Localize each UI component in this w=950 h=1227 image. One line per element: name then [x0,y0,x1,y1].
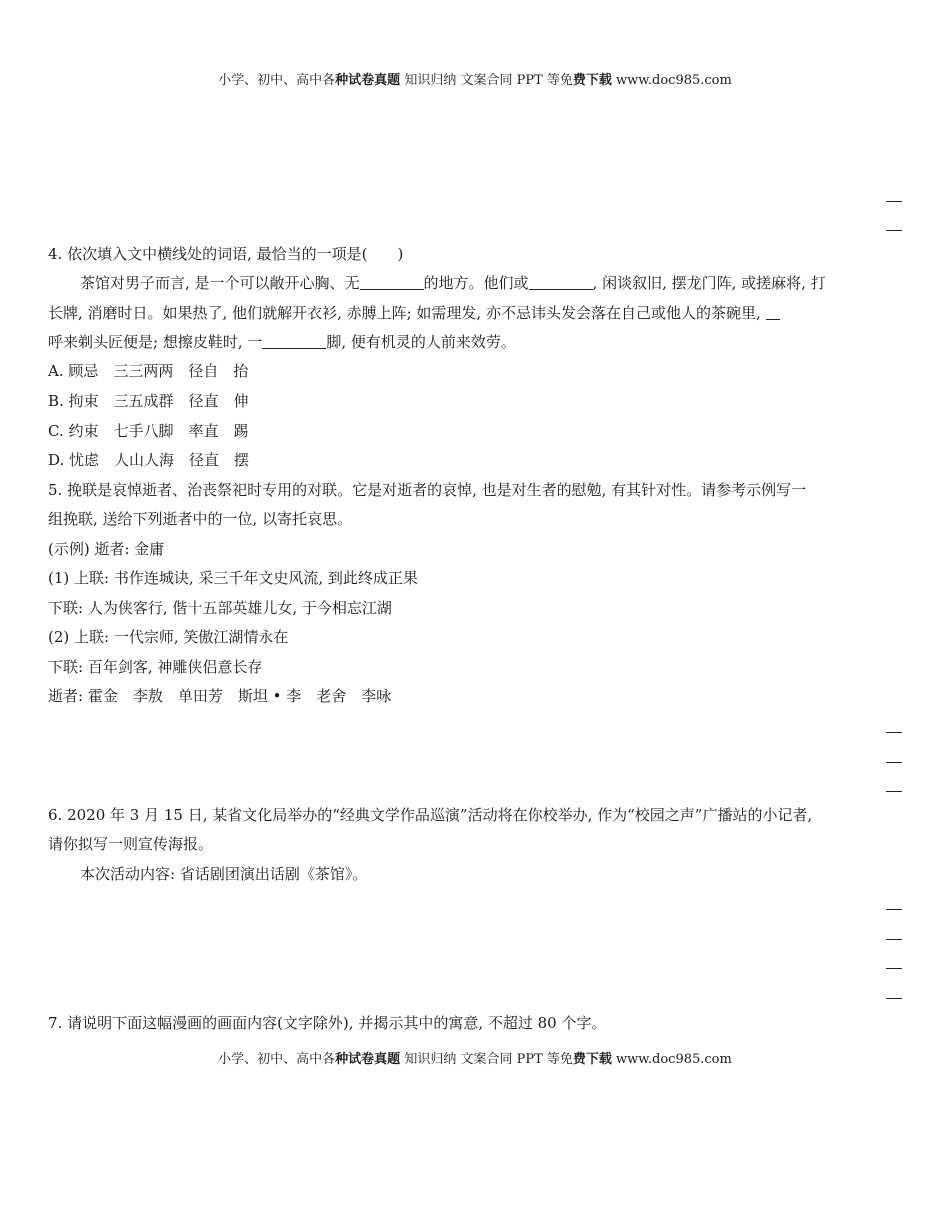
fill-blank [262,333,326,349]
q5-couplet-2-upper: (2) 上联: 一代宗师, 笑傲江湖情永在 [48,628,289,646]
q4-option-d: D. 忧虑 人山人海 径直 摆 [48,451,250,469]
q4-passage-line3: 呼来剃头匠便是; 想擦皮鞋时, 一 脚, 便有机灵的人前来效劳。 [48,333,516,351]
q6-title: 6. 2020 年 3 月 15 日, 某省文化局举办的“经典文学作品巡演”活动将在你校举办, 作为“校园之声”广播站的小记者, [48,806,813,824]
fill-blank [766,304,780,320]
fill-blank [529,274,593,290]
answer-line [886,732,902,733]
q4-option-c: C. 约束 七手八脚 率直 踢 [48,422,249,440]
q5-couplet-1-upper: (1) 上联: 书作连城诀, 采三千年文史风流, 到此终成正果 [48,569,418,587]
page-header: 小学、初中、高中各种试卷真题 知识归纳 文案合同 PPT 等免费下载 www.doc985.com [218,73,732,88]
answer-line [886,968,902,969]
answer-line [886,998,902,999]
q5-couplet-1-lower: 下联: 人为侠客行, 偕十五部英雄儿女, 于今相忘江湖 [48,599,392,617]
answer-line [886,201,902,202]
answer-line [886,939,902,940]
answer-line [886,762,902,763]
q5-title-cont: 组挽联, 送给下列逝者中的一位, 以寄托哀思。 [48,510,353,528]
q4-title: 4. 依次填入文中横线处的词语, 最恰当的一项是( ) [48,245,404,263]
page-footer: 小学、初中、高中各种试卷真题 知识归纳 文案合同 PPT 等免费下载 www.doc985.com [218,1052,732,1067]
q4-passage-line1: 茶馆对男子而言, 是一个可以敞开心胸、无 的地方。他们或 , 闲谈叙旧, 摆龙门阵, 或搓麻将, 打 [80,274,826,292]
q7-title: 7. 请说明下面这幅漫画的画面内容(文字除外), 并揭示其中的寓意, 不超过 80 个字。 [48,1014,607,1032]
answer-line [886,909,902,910]
answer-line [886,230,902,231]
q4-passage-line2: 长牌, 消磨时日。如果热了, 他们就解开衣衫, 赤膊上阵; 如需理发, 亦不忌讳头发会落在自己或他人的茶碗里, [48,302,780,323]
fill-blank [360,274,424,290]
q5-example: (示例) 逝者: 金庸 [48,540,165,558]
q5-couplet-2-lower: 下联: 百年剑客, 神雕侠侣意长存 [48,658,263,676]
q4-option-a: A. 顾忌 三三两两 径自 抬 [48,362,249,380]
q6-content: 本次活动内容: 省话剧团演出话剧《茶馆》。 [80,865,368,883]
q4-option-b: B. 拘束 三五成群 径直 伸 [48,392,249,410]
q5-deceased-list: 逝者: 霍金 李敖 单田芳 斯坦 • 李 老舍 李咏 [48,687,392,705]
answer-line [886,791,902,792]
q5-title: 5. 挽联是哀悼逝者、治丧祭祀时专用的对联。它是对逝者的哀悼, 也是对生者的慰勉, 有其针对性。请参考示例写一 [48,481,807,499]
q6-title-cont: 请你拟写一则宣传海报。 [48,835,214,853]
